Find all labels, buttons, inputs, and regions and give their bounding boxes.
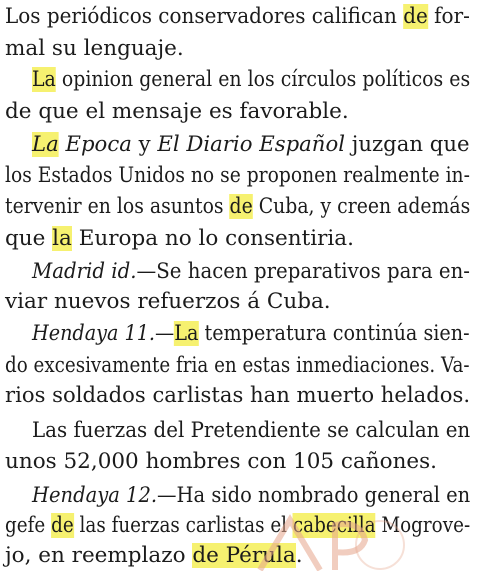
text-segment: las fuerzas carlistas el <box>73 513 293 538</box>
text-segment: — <box>155 321 175 346</box>
text-segment: . <box>295 543 303 568</box>
text-line-8 <box>5 228 354 250</box>
text-line-4 <box>5 101 349 123</box>
text-line-5 <box>32 134 470 156</box>
text-line-17 <box>5 515 470 537</box>
text-segment: que <box>5 226 53 251</box>
text-segment: viar nuevos refuerzos á Cuba. <box>5 289 331 314</box>
text-segment: Los periódicos conservadores califican <box>5 4 404 29</box>
text-segment: Cuba, y creen además <box>252 194 471 219</box>
text-segment: mal su lenguaje. <box>5 36 184 61</box>
text-segment: juzgan que <box>345 132 470 157</box>
text-line-10 <box>5 291 331 313</box>
highlighted-word: La <box>32 67 56 92</box>
text-line-15 <box>5 451 437 473</box>
text-line-11 <box>32 323 470 345</box>
text-segment: Europa no lo consentiria. <box>71 226 354 251</box>
text-segment: opinion general en los círculos políticos es <box>55 67 471 92</box>
text-line-12 <box>5 355 470 377</box>
highlighted-word: La <box>174 321 199 346</box>
text-segment: y <box>131 132 158 157</box>
text-segment: do excesivamente fria en estas inmediaciones. Va- <box>5 353 470 378</box>
text-line-2 <box>5 38 184 60</box>
text-line-7 <box>5 196 470 218</box>
text-segment: temperatura continúa sien- <box>198 321 470 346</box>
highlighted-word: la <box>52 226 72 251</box>
text-segment: for- <box>427 4 470 29</box>
highlighted-word: de <box>229 194 253 219</box>
text-segment: jo, en reemplazo <box>5 543 193 568</box>
text-segment: Mogrove- <box>375 513 471 538</box>
text-line-13 <box>5 385 470 407</box>
text-line-14 <box>32 420 470 442</box>
text-line-16 <box>32 485 470 507</box>
highlighted-word: de <box>51 513 74 538</box>
text-segment: gefe <box>5 513 52 538</box>
highlighted-word: de Pérula <box>192 543 296 568</box>
text-segment: —Ha sido nombrado general en <box>157 483 471 508</box>
text-line-1 <box>5 6 470 28</box>
text-line-9 <box>32 261 470 283</box>
text-segment: Las fuerzas del Pretendiente se calculan en <box>32 418 471 443</box>
text-segment: Epoca <box>58 132 132 157</box>
highlighted-word: de <box>403 4 428 29</box>
text-segment: rios soldados carlistas han muerto helados. <box>5 383 471 408</box>
text-segment: los Estados Unidos no se proponen realmente in- <box>5 163 470 188</box>
text-line-3 <box>32 69 470 91</box>
text-segment: unos 52,000 hombres con 105 cañones. <box>5 449 438 474</box>
text-segment: —Se hacen preparativos para en- <box>136 259 470 284</box>
text-segment: tervenir en los asuntos <box>5 194 230 219</box>
text-line-18 <box>5 545 303 567</box>
text-segment: de que el mensaje es favorable. <box>5 99 349 124</box>
text-segment: Madrid id. <box>32 259 137 284</box>
highlighted-word: La <box>32 132 59 157</box>
text-line-6 <box>5 165 470 187</box>
highlighted-word: cabecilla <box>292 513 376 538</box>
text-segment: Hendaya 12. <box>32 483 158 508</box>
text-segment: Hendaya 11. <box>32 321 156 346</box>
text-segment: El Diario Español <box>157 132 346 157</box>
